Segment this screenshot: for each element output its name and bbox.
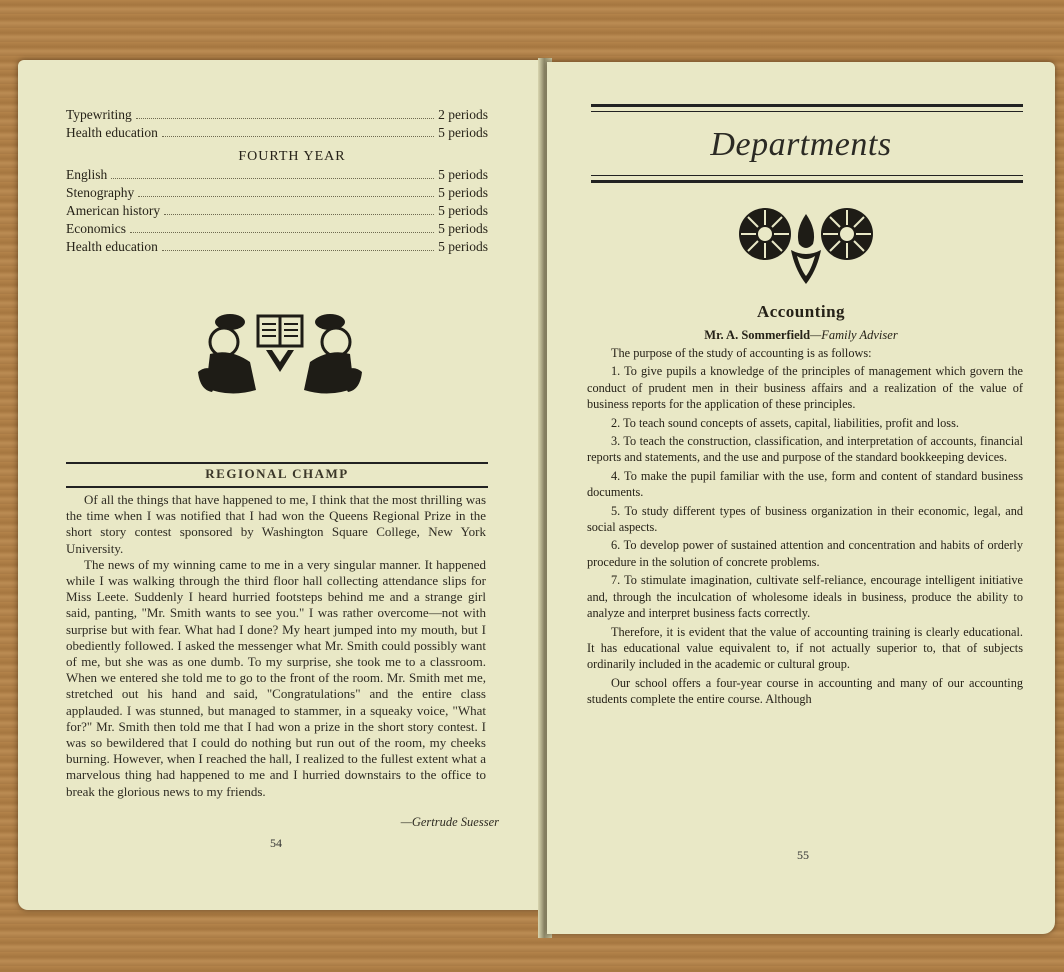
section-title: REGIONAL CHAMP <box>205 466 349 481</box>
schedule-subject: Economics <box>66 221 126 236</box>
scholars-with-book-icon <box>190 302 370 402</box>
intro-paragraph: The purpose of the study of accounting is as follows: <box>611 346 872 360</box>
schedule-subject: Stenography <box>66 185 135 200</box>
schedule-row <box>66 166 488 184</box>
heading-rule-bottom <box>591 180 1023 183</box>
schedule-periods: 5 periods <box>438 221 488 236</box>
story-paragraph: Of all the things that have happened to me, I think that the most thrilling was the time when I was notified that I had won the Queens Regional Prize in the short story contest sponsored by Washington Square College, New York University. <box>66 492 486 556</box>
purpose-item: 3. To teach the construction, classification, and interpretation of accounts, financial reports and statements, and the use and purpose of the standard bookkeeping devices. <box>587 434 1023 465</box>
heading-rule-top <box>591 104 1023 107</box>
purpose-item: 7. To stimulate imagination, cultivate self-reliance, encourage intelligent initiative and, through the inculcation of wholesome ideals in business, produce the ability to analyze and interpret business facts correctly. <box>587 573 1023 621</box>
schedule-periods: 5 periods <box>438 203 488 218</box>
schedule-periods: 5 periods <box>438 185 488 200</box>
page-number: 54 <box>270 836 282 850</box>
schedule-subject: English <box>66 167 108 182</box>
schedule-subject: Health education <box>66 239 158 254</box>
schedule-periods: 5 periods <box>438 125 488 140</box>
left-page <box>18 60 543 910</box>
section-rule-bottom <box>66 486 488 488</box>
purpose-item: 2. To teach sound concepts of assets, capital, liabilities, profit and loss. <box>611 415 959 430</box>
page-number: 55 <box>797 848 809 862</box>
leader-dots <box>162 136 434 137</box>
purpose-item: 4. To make the pupil familiar with the use, form and content of standard business documents. <box>587 468 1023 500</box>
heading-rule-bottom-thin <box>591 175 1023 176</box>
schedule-subject: American history <box>66 203 161 218</box>
schedule-row <box>66 106 488 124</box>
heading-rule-top-thin <box>591 111 1023 112</box>
accounting-body <box>587 345 1023 708</box>
schedule-periods: 2 periods <box>438 107 488 122</box>
story-body <box>66 492 486 800</box>
adviser-role: —Family Adviser <box>810 328 898 342</box>
leader-dots <box>164 214 434 215</box>
floral-ornament-icon <box>733 200 879 290</box>
adviser-name: Mr. A. Sommerfield <box>704 328 811 342</box>
schedule-row <box>66 184 488 202</box>
section-rule-top <box>66 462 488 464</box>
adviser-line <box>547 328 1055 343</box>
schedule-fourth-year <box>66 146 488 256</box>
schedule-row <box>66 220 488 238</box>
leader-dots <box>136 118 434 119</box>
leader-dots <box>162 250 434 251</box>
purpose-item: 6. To develop power of sustained attention and concentration and habits of orderly procedure in the solution of concrete problems. <box>587 538 1023 569</box>
right-page <box>547 62 1055 934</box>
schedule-periods: 5 periods <box>438 239 488 254</box>
schedule-row <box>66 124 488 142</box>
purpose-item: 1. To give pupils a knowledge of the principles of management which govern the conduct of prudent men in their business affairs and a realization of the value of business reports for the application of these principles. <box>587 364 1023 412</box>
year-heading: FOURTH YEAR <box>238 149 346 164</box>
schedule-row <box>66 238 488 256</box>
conclusion-paragraph: Therefore, it is evident that the value of accounting training is clearly educational. It has educational value equivalent to, if not actually superior to, that of subjects ordinarily included in the academic or cultural group. <box>587 624 1023 672</box>
closing-paragraph: Our school offers a four-year course in accounting and many of our accounting students complete the entire course. Although <box>587 675 1023 707</box>
page-heading: Departments <box>710 126 892 163</box>
leader-dots <box>138 196 434 197</box>
schedule-top <box>66 106 488 142</box>
story-paragraph: The news of my winning came to me in a very singular manner. It happened while I was walking through the third floor hall collecting attendance slips for Miss Leete. Suddenly I heard hurried footsteps behind me and a strange girl said, panting, "Mr. Smith wants to see you." I was rather overcome—not with surprise but with fear. What had I done? My heart jumped into my mouth, but I obediently followed. I asked the messenger what Mr. Smith could possibly want of me, but she was as one dumb. To my surprise, she took me to a classroom. When we entered she told me to go to the front of the room. Mr. Smith met me, stretched out his hand and said, "Congratulations" and the entire class applauded. I was stunned, but managed to stammer, in a squeaky voice, "What for?" Mr. Smith then told me that I had won a prize in the short story contest. I was so bewildered that I could do nothing but run out of the room, my cheeks burning. However, when I reached the hall, I realized to the fullest extent what a marvelous thing had happened to me and I hurried downstairs to the office to break the glorious news to my friends. <box>66 556 486 799</box>
schedule-row <box>66 202 488 220</box>
schedule-subject: Typewriting <box>66 107 132 122</box>
section-title: Accounting <box>756 302 846 321</box>
schedule-subject: Health education <box>66 125 158 140</box>
leader-dots <box>111 178 434 179</box>
purpose-item: 5. To study different types of business organization in their economic, legal, and social aspects. <box>587 503 1023 535</box>
schedule-periods: 5 periods <box>438 167 488 182</box>
story-author: —Gertrude Suesser <box>400 815 499 829</box>
leader-dots <box>130 232 434 233</box>
